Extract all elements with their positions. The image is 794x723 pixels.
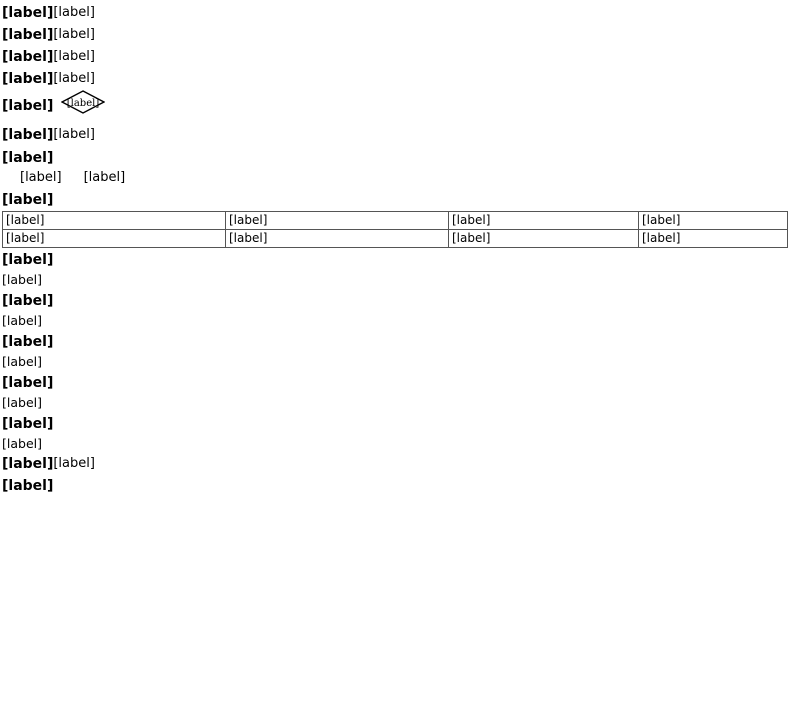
- active-ingredient-1: [label]: [20, 170, 62, 185]
- total-active-row: [2, 124, 788, 146]
- table-row: [3, 230, 788, 248]
- toxicity-row: [2, 90, 788, 122]
- registration-row: [2, 2, 788, 24]
- toxicity-mark-text: [label]: [67, 98, 100, 109]
- formulation-row: [2, 68, 788, 90]
- usage-table: [2, 211, 788, 248]
- usage-header-crop: [label]: [3, 212, 226, 230]
- pesticide-name-label: [label]: [2, 49, 54, 65]
- holder-row: [2, 24, 788, 46]
- usage-cell-dosage: [label]: [449, 230, 639, 248]
- formulation-label: [label]: [2, 71, 54, 87]
- usage-cell-method: [label]: [639, 230, 788, 248]
- performance-title: [label]: [2, 293, 54, 309]
- total-active-label: [label]: [2, 127, 54, 143]
- registration-value: [label]: [53, 5, 95, 20]
- technique-title: [label]: [2, 252, 54, 268]
- notes-label: [label]: [2, 478, 54, 494]
- active-ingredients-list: [2, 168, 788, 188]
- usage-title: [label]: [2, 192, 54, 208]
- shelf-life-row: [2, 453, 788, 475]
- first-aid-text: [label]: [2, 395, 42, 410]
- precautions-title: [label]: [2, 334, 54, 350]
- active-ingredients-title: [label]: [2, 150, 54, 166]
- precautions-text: [label]: [2, 354, 42, 369]
- active-ingredient-2: [label]: [83, 170, 126, 185]
- usage-cell-crop: [label]: [3, 230, 226, 248]
- technique-text: [label]: [2, 272, 42, 287]
- low-toxicity-icon: [61, 90, 105, 122]
- first-aid-title: [label]: [2, 375, 54, 391]
- registration-label: [label]: [2, 5, 54, 21]
- formulation-value: [label]: [53, 71, 95, 86]
- performance-text: [label]: [2, 313, 42, 328]
- usage-header-dosage: [label]: [449, 212, 639, 230]
- shelf-life-label: [label]: [2, 456, 54, 472]
- holder-value: [label]: [53, 27, 95, 42]
- storage-text: [label]: [2, 436, 42, 451]
- pesticide-name-row: [2, 46, 788, 68]
- usage-header-method: [label]: [639, 212, 788, 230]
- notes-row: [2, 475, 788, 497]
- toxicity-label: [label]: [2, 98, 54, 114]
- usage-header-target: [label]: [226, 212, 449, 230]
- usage-cell-target: [label]: [226, 230, 449, 248]
- holder-label: [label]: [2, 27, 54, 43]
- total-active-value: [label]: [53, 127, 95, 142]
- pesticide-name-value: [label]: [53, 49, 95, 64]
- shelf-life-value: [label]: [53, 456, 95, 471]
- usage-table-header-row: [3, 212, 788, 230]
- storage-title: [label]: [2, 416, 54, 432]
